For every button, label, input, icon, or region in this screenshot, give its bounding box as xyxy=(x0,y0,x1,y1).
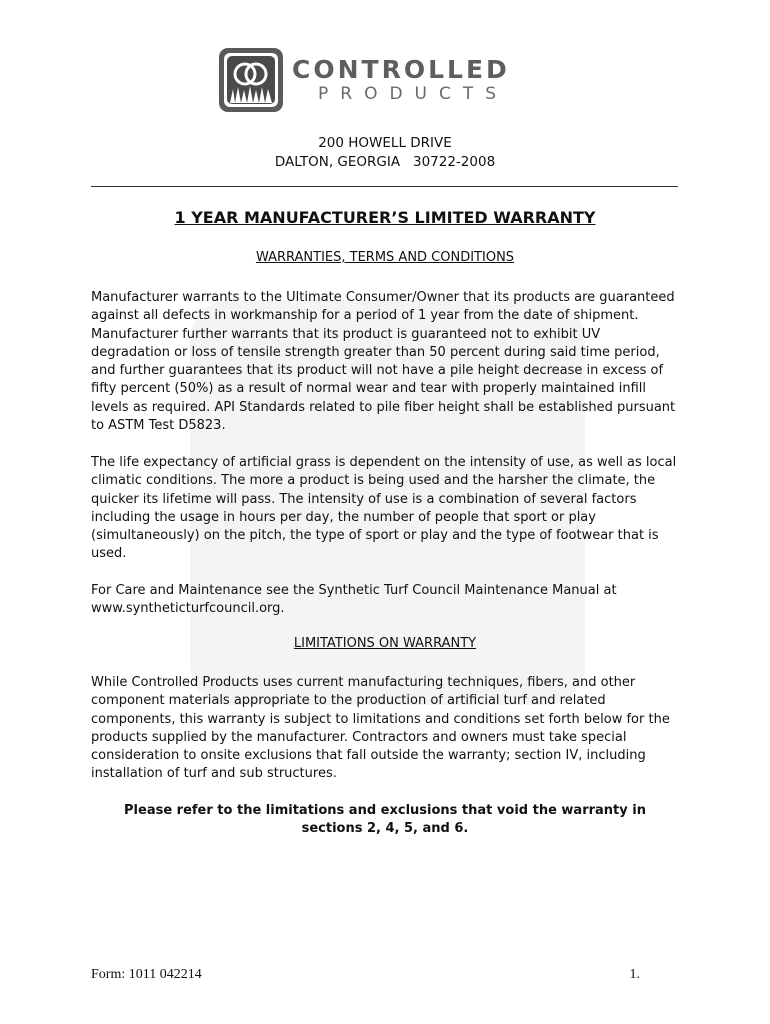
company-logo xyxy=(218,47,558,113)
paragraph-limitations: While Controlled Products uses current manufacturing techniques, fibers, and other component materials appropriate to the production of artificial turf and related components, this warranty is subject to limitations and conditions set forth below for the products supplied by the manufacturer. Contractors and owners must take special consideration to onsite exclusions that fall outside the warranty; section IV, including installation of turf and sub structures. xyxy=(91,675,670,782)
document-title: 1 YEAR MANUFACTURER’S LIMITED WARRANTY xyxy=(174,208,596,227)
section-heading-limitations: LIMITATIONS ON WARRANTY xyxy=(293,636,477,651)
footer-page-number: 1. xyxy=(629,967,640,982)
logo-word-products: PRODUCTS xyxy=(318,84,509,104)
paragraph-life-expectancy: The life expectancy of artificial grass is dependent on the intensity of use, as well as local climatic conditions. The more a product is being used and the harsher the climate, the quicker its lifetime will pass. The intensity of use is a combination of several factors including the usage in hours per day, the number of people that sport or play (simultaneously) on the pitch, the type of sport or play and the type of footwear that is used. xyxy=(91,455,677,562)
header-divider xyxy=(91,186,678,187)
paragraph-warranty-terms: Manufacturer warrants to the Ultimate Consumer/Owner that its products are guaranteed against all defects in workmanship for a period of 1 year from the date of shipment. Manufacturer further warrants that its product is guaranteed not to exhibit UV degradation or loss of tensile strength greater than 50 percent during said time period, and further guarantees that its product will not have a pile height decrease in excess of fifty percent (50%) as a result of normal wear and tear with properly maintained infill levels as required. API Standards related to pile fiber height shall be established pursuant to ASTM Test D5823. xyxy=(91,290,676,434)
footer-form-number: Form: 1011 042214 xyxy=(91,967,202,982)
address-line-2: DALTON, GEORGIA 30722-2008 xyxy=(274,154,496,170)
logo-word-controlled: CONTROLLED xyxy=(292,55,510,84)
logo-mark-icon xyxy=(218,47,284,113)
bold-note-exclusions: Please refer to the limitations and exclusions that void the warranty in sections 2, 4, 5, and 6. xyxy=(124,803,646,837)
address-line-1: 200 HOWELL DRIVE xyxy=(318,135,452,151)
paragraph-care-maintenance: For Care and Maintenance see the Synthetic Turf Council Maintenance Manual at www.syntheticturfcouncil.org. xyxy=(91,583,617,617)
company-address xyxy=(0,134,770,172)
section-heading-warranties: WARRANTIES, TERMS AND CONDITIONS xyxy=(255,250,515,265)
